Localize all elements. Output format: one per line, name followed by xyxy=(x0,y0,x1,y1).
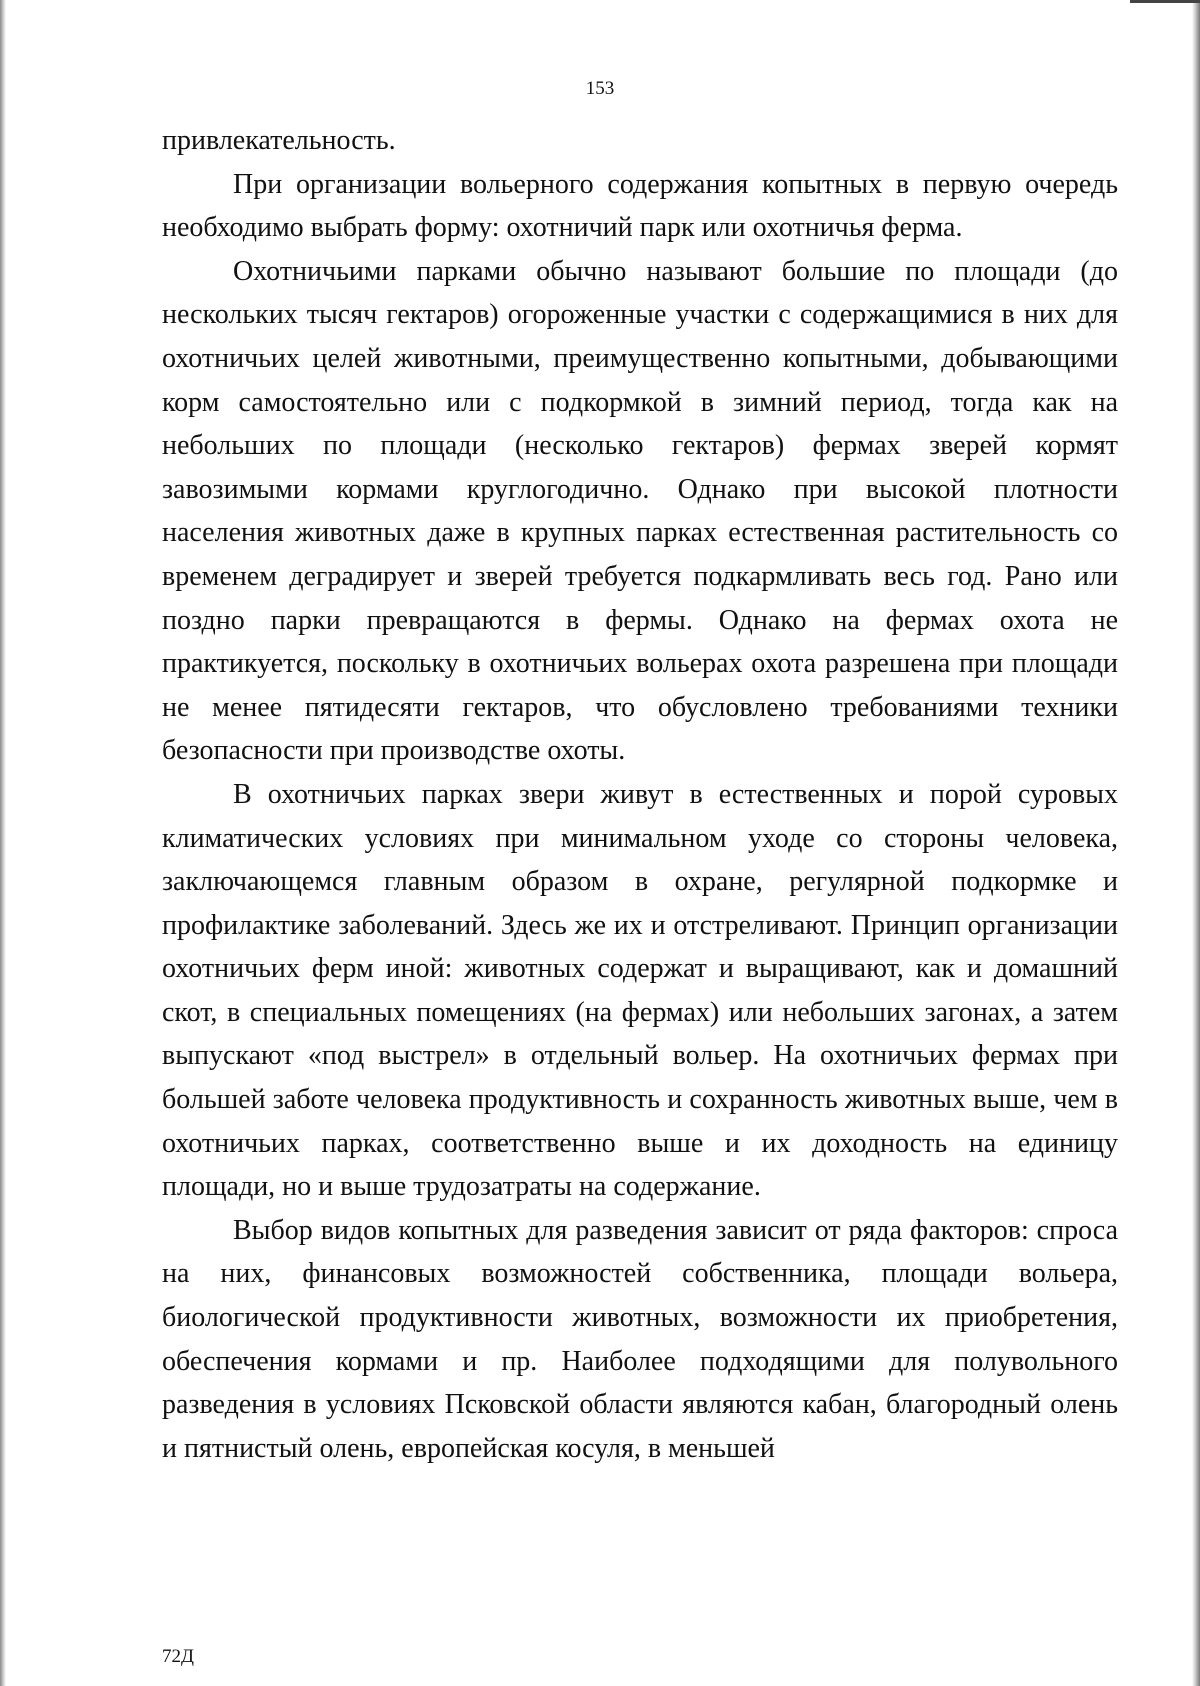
paragraph-4: В охотничьих парках звери живут в естественных и порой суровых климатических условиях при минимальном уходе со стороны человека, заключающемся главным образом в охране, регулярной подкормке и профилактике заболеваний. Здесь же их и отстреливают. Принцип организации охотничьих ферм иной: животных содержат и выращивают, как и домашний скот, в специальных помещениях (на фермах) или небольших загонах, а затем выпускают «под выстрел» в отдельный вольер. На охотничьих фермах при большей заботе человека продуктивность и сохранность животных выше, чем в охотничьих парках, соответственно выше и их доходность на единицу площади, но и выше трудозатраты на содержание. xyxy=(162,778,1118,1203)
footer-code: 72Д xyxy=(162,1646,194,1667)
scan-edge-left xyxy=(0,0,6,1686)
paragraph-1: привлекательность. xyxy=(162,125,396,156)
scan-edge-right xyxy=(1192,0,1200,1686)
scan-edge-top xyxy=(1130,0,1200,3)
page-number: 153 xyxy=(585,78,615,99)
paragraph-5: Выбор видов копытных для разведения зависит от ряда факторов: спроса на них, финансовых возможностей собственника, площади вольера, биологической продуктивности животных, возможности их приобретения, обеспечения кормами и пр. Наиболее подходящими для полувольного разведения в условиях Псковской области являются кабан, благородный олень и пятнистый олень, европейская косуля, в меньшей xyxy=(162,1214,1118,1464)
paragraph-2: При организации вольерного содержания копытных в первую очередь необходимо выбрать форму: охотничий парк или охотничья ферма. xyxy=(162,168,1118,244)
paragraph-3: Охотничьими парками обычно называют большие по площади (до нескольких тысяч гектаров) огороженные участки с содержащимися в них для охотничьих целей животными, преимущественно копытными, добывающими корм самостоятельно или с подкормкой в зимний период, тогда как на небольших по площади (несколько гектаров) фермах зверей кормят завозимыми кормами круглогодично. Однако при высокой плотности населения животных даже в крупных парках естественная растительность со временем деградирует и зверей требуется подкармливать весь год. Рано или поздно парки превращаются в фермы. Однако на фермах охота не практикуется, поскольку в охотничьих вольерах охота разрешена при площади не менее пятидесяти гектаров, что обусловлено требованиями техники безопасности при производстве охоты. xyxy=(162,255,1118,767)
page-body xyxy=(162,119,1118,1470)
